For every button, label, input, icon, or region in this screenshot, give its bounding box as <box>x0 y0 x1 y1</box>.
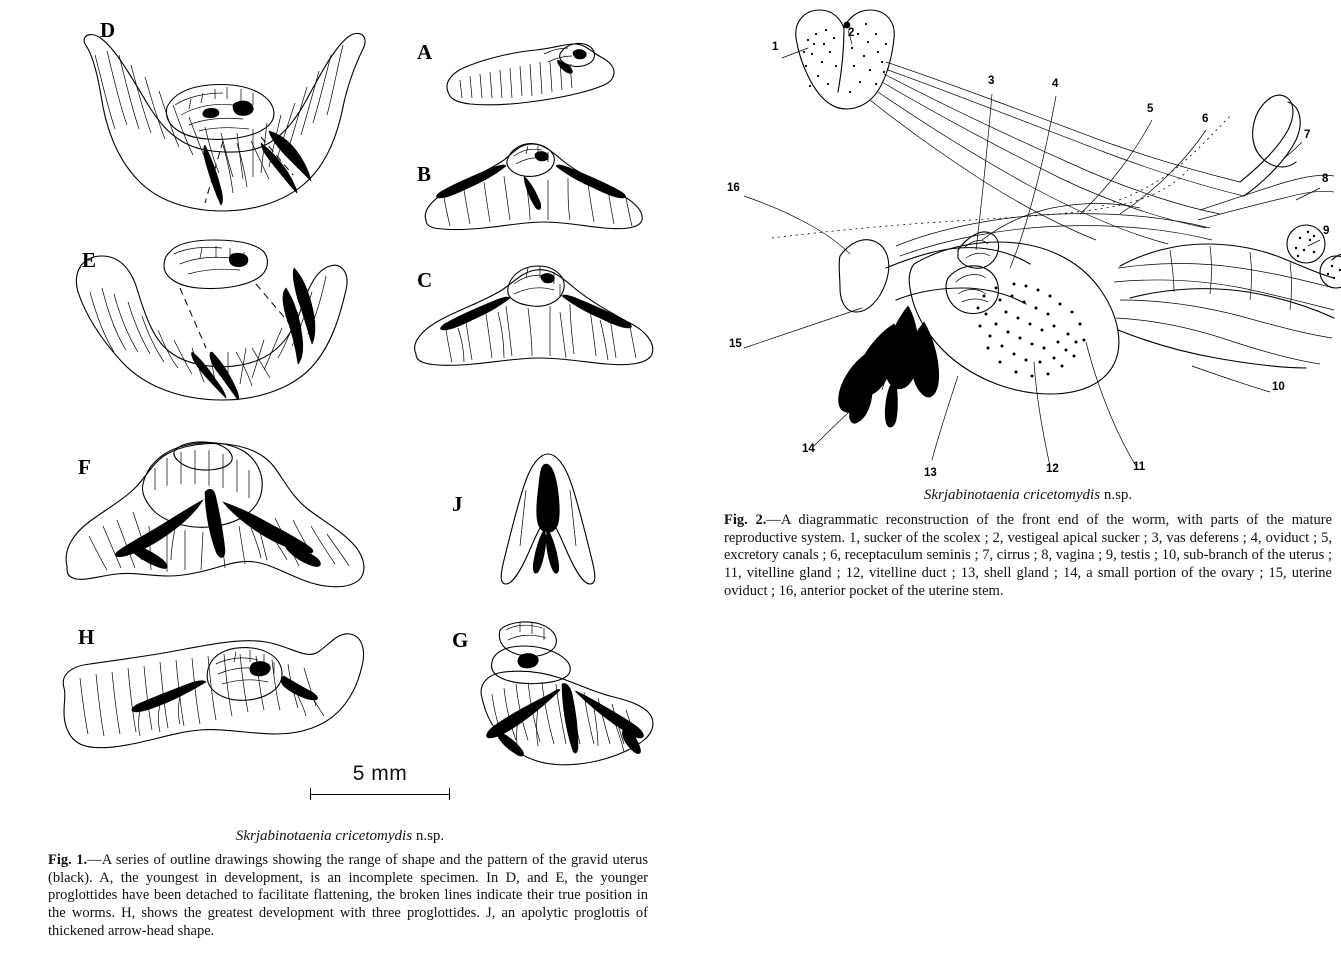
fig2-label-1: 1 <box>772 41 779 53</box>
figure-1-caption-lead: Fig. 1. <box>48 852 88 868</box>
panel-b-drawing <box>420 140 650 240</box>
panel-letter-f: F <box>78 455 92 479</box>
fig2-label-15: 15 <box>729 338 742 350</box>
fig2-label-11: 11 <box>1133 461 1146 473</box>
figure-2-drawing <box>700 0 1341 480</box>
panel-c-drawing <box>410 262 660 382</box>
figure-2 <box>700 0 1341 480</box>
testis-2 <box>1320 256 1341 288</box>
fig2-label-5: 5 <box>1147 103 1154 115</box>
fig2-label-3: 3 <box>988 75 995 87</box>
fig2-label-8: 8 <box>1322 173 1329 185</box>
fig2-label-6: 6 <box>1202 113 1209 125</box>
panel-d-drawing <box>55 25 385 225</box>
figure-2-species-suffix: n.sp. <box>1100 487 1133 503</box>
figure-1-species-line <box>60 828 620 845</box>
fig2-label-14: 14 <box>802 443 815 455</box>
figure-2-caption-lead: Fig. 2. <box>724 512 767 528</box>
fig2-label-7: 7 <box>1304 129 1311 141</box>
fig2-label-13: 13 <box>924 467 937 479</box>
panel-j-drawing <box>490 450 610 590</box>
scale-bar-line <box>310 794 450 795</box>
figure-1-caption-text: —A series of outline drawings showing the range of shape and the pattern of the gravid uterus (black). A, the youngest in development, is an incomplete specimen. In D, and E, the younger proglottides have been detached to facilitate flattening, the broken lines indicate their true position in the worms. H, shows the greatest development with three proglottides. J, an apolytic proglottis of thickened arrow-head shape. <box>48 852 648 939</box>
figure-1-caption <box>48 852 648 940</box>
fig2-label-12: 12 <box>1046 463 1059 475</box>
figure-2-caption-text: —A diagrammatic reconstruction of the front end of the worm, with parts of the mature reproductive system. 1, sucker of the scolex ; 2, vestigeal apical sucker ; 3, vas deferens ; 4, oviduct ; 5, excretory canals ; 6, receptaculum seminis ; 7, cirrus ; 8, vagina ; 9, testis ; 10, sub-branch of the uterus ; 11, vitelline gland ; 12, vitelline duct ; 13, shell gland ; 14, a small portion of the ovary ; 15, uterine oviduct ; 16, anterior pocket of the uterine stem. <box>724 512 1332 599</box>
figure-2-species-line <box>728 487 1328 504</box>
figure-2-caption <box>724 512 1332 600</box>
fig2-label-16: 16 <box>727 182 740 194</box>
scale-bar-rule <box>310 788 450 800</box>
panel-f-drawing <box>55 440 375 600</box>
figure-2-species-name: Skrjabinotaenia cricetomydis <box>923 487 1101 503</box>
panel-letter-b: B <box>417 162 432 186</box>
panel-letter-c: C <box>417 268 433 292</box>
vitelline-gland <box>977 283 1086 378</box>
panel-h-drawing <box>478 620 658 780</box>
panel-letter-a: A <box>417 40 433 64</box>
testis-1 <box>1287 225 1325 263</box>
figure-1 <box>0 0 700 820</box>
figure-1-species-name: Skrjabinotaenia cricetomydis <box>235 828 413 844</box>
scolex-stipple <box>803 23 887 93</box>
panel-letter-g: H <box>78 625 95 649</box>
scale-bar-label: 5 mm <box>352 762 408 785</box>
figure-1-species-suffix: n.sp. <box>412 828 445 844</box>
panel-g-drawing <box>50 630 400 770</box>
leader-lines <box>744 27 1320 466</box>
panel-a-drawing <box>440 40 630 120</box>
panel-letter-d: D <box>100 18 116 42</box>
panel-letter-j: J <box>452 492 463 516</box>
fig2-label-4: 4 <box>1052 78 1059 90</box>
panel-e-drawing <box>50 240 380 410</box>
panel-letter-e: E <box>82 248 97 272</box>
fig2-label-2: 2 <box>848 27 855 39</box>
scale-bar <box>310 762 450 800</box>
scale-bar-tick-right <box>449 788 450 800</box>
fig2-label-10: 10 <box>1272 381 1285 393</box>
fig2-label-9: 9 <box>1323 225 1330 237</box>
panel-letter-h: G <box>452 628 469 652</box>
